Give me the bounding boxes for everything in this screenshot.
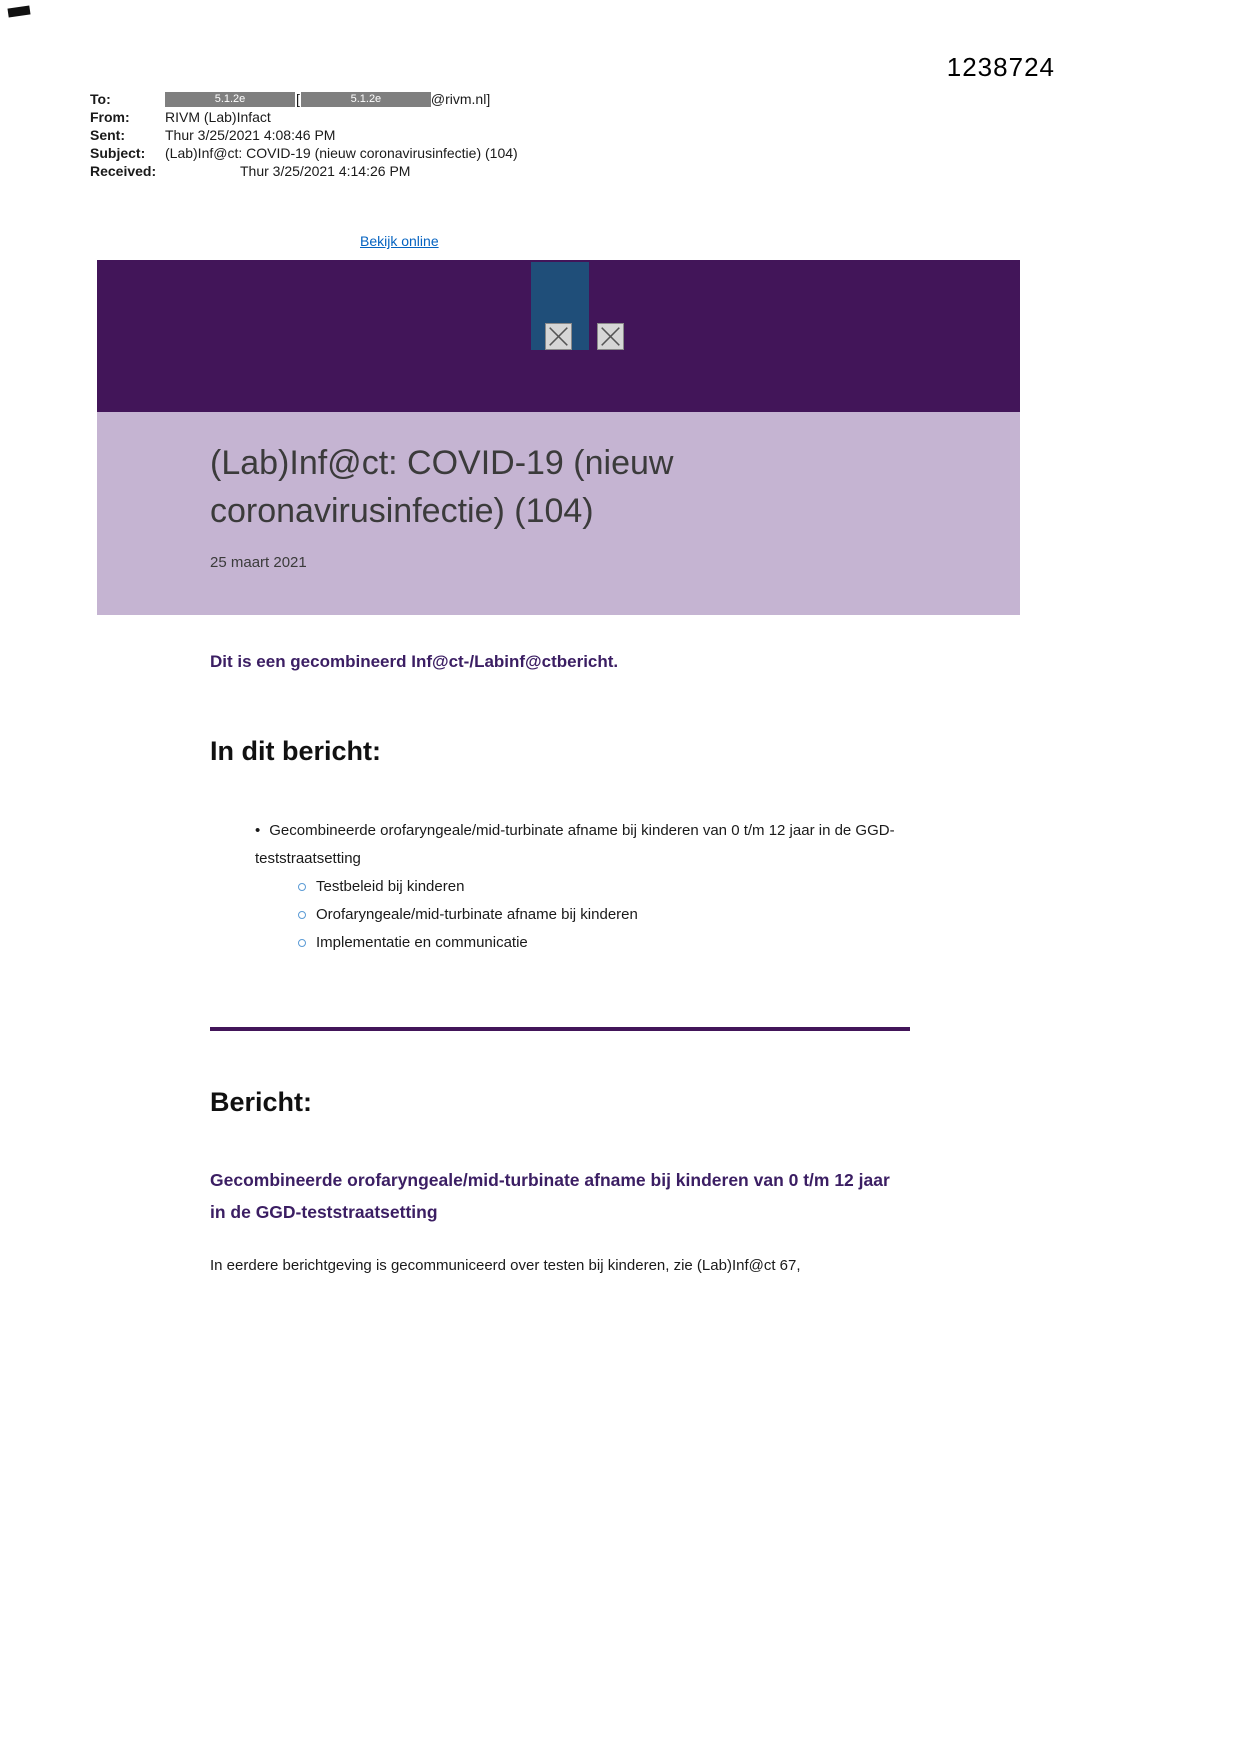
scan-artifact bbox=[7, 6, 30, 18]
email-header-from-row bbox=[90, 108, 518, 126]
list-item-text: Implementatie en communicatie bbox=[316, 934, 528, 951]
newsletter-banner-header bbox=[97, 260, 1020, 412]
subject-value: (Lab)Inf@ct: COVID-19 (nieuw coronavirusinfectie) (104) bbox=[165, 145, 518, 161]
circle-bullet-icon bbox=[298, 939, 306, 947]
broken-image-icon bbox=[545, 323, 572, 350]
bracket-text: [ bbox=[296, 91, 300, 107]
in-dit-bericht-heading: In dit bericht: bbox=[210, 736, 381, 766]
document-number: 1238724 bbox=[946, 52, 1055, 82]
redaction-bar: 5.1.2e bbox=[301, 92, 431, 107]
email-header bbox=[90, 90, 518, 180]
to-domain-text: @rivm.nl] bbox=[430, 91, 491, 107]
received-value: Thur 3/25/2021 4:14:26 PM bbox=[240, 163, 411, 179]
body-paragraph: In eerdere berichtgeving is gecommuniceerd over testen bij kinderen, zie (Lab)Inf@ct 67, bbox=[210, 1256, 801, 1274]
to-label: To: bbox=[90, 91, 111, 107]
circle-bullet-icon bbox=[298, 883, 306, 891]
sent-label: Sent: bbox=[90, 127, 125, 143]
list-item bbox=[210, 817, 915, 873]
circle-bullet-icon bbox=[298, 911, 306, 919]
newsletter-title-area bbox=[97, 412, 1020, 615]
section-divider bbox=[210, 1027, 910, 1031]
email-header-subject-row bbox=[90, 144, 518, 162]
email-header-received-row bbox=[90, 162, 518, 180]
email-header-sent-row bbox=[90, 126, 518, 144]
sent-value: Thur 3/25/2021 4:08:46 PM bbox=[165, 127, 336, 143]
section-heading: Gecombineerde orofaryngeale/mid-turbinate afname bij kinderen van 0 t/m 12 jaar in de GGD-teststraatsetting bbox=[210, 1170, 890, 1223]
list-item-text: Testbeleid bij kinderen bbox=[316, 878, 465, 895]
topics-list bbox=[210, 817, 930, 873]
intro-line: Dit is een gecombineerd Inf@ct-/Labinf@ctbericht. bbox=[210, 652, 619, 671]
list-item bbox=[210, 901, 930, 929]
from-value: RIVM (Lab)Infact bbox=[165, 109, 271, 125]
to-value bbox=[165, 90, 490, 108]
topics-sub-list bbox=[210, 873, 930, 957]
redaction-bar: 5.1.2e bbox=[165, 92, 295, 107]
email-body bbox=[210, 615, 930, 1274]
email-header-to-row bbox=[90, 90, 518, 108]
broken-image-icon bbox=[597, 323, 624, 350]
view-online-wrapper bbox=[360, 233, 439, 249]
view-online-link[interactable]: Bekijk online bbox=[360, 233, 439, 249]
from-label: From: bbox=[90, 109, 130, 125]
newsletter-date: 25 maart 2021 bbox=[210, 553, 307, 571]
subject-label: Subject: bbox=[90, 145, 146, 161]
newsletter-title: (Lab)Inf@ct: COVID-19 (nieuw coronavirusinfectie) (104) bbox=[210, 444, 674, 531]
list-item-text: Orofaryngeale/mid-turbinate afname bij kinderen bbox=[316, 906, 638, 923]
received-label: Received: bbox=[90, 163, 157, 179]
bericht-heading: Bericht: bbox=[210, 1087, 313, 1117]
list-item bbox=[210, 873, 930, 901]
list-item-text: Gecombineerde orofaryngeale/mid-turbinate afname bij kinderen van 0 t/m 12 jaar in de GGD-teststraatsetting bbox=[255, 822, 895, 867]
list-item bbox=[210, 929, 930, 957]
